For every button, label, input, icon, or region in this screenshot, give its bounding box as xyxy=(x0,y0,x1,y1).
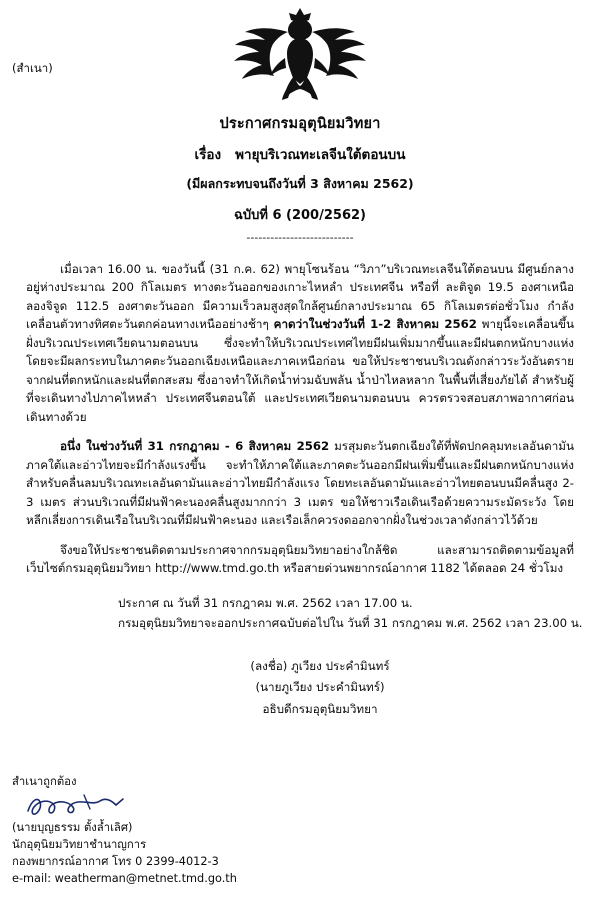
paragraph-3 xyxy=(26,541,574,578)
divider: --------------------------- xyxy=(246,231,354,244)
subject-text: พายุบริเวณทะเลจีนใต้ตอนบน xyxy=(235,147,406,163)
certifier-position: นักอุตุนิยมวิทยาชำนาญการ xyxy=(12,838,147,852)
paragraph-1-part-2: พายุนี้จะเคลื่อนขึ้นฝั่งบริเวณประเทศเวียดนามตอนบน ซึ่งจะทำให้บริเวณประเทศไทยมีฝนเพิ่มมากขึ้นและมีฝนตกหนักบางแห่ง โดยจะมีผลกระทบในภาคตะวันออกเฉียงเหนือและภาคเหนือก่อน ขอให้ประชาชนบริเวณดังกล่าวระวังอันตรายจากฝนที่ตกหนักและฝนที่ตกสะสม ซึ่งอาจทำให้เกิดน้ำท่วมฉับพลัน น้ำป่าไหลหลาก ในพื้นที่เสี่ยงภัยได้ สำหรับผู้ที่จะเดินทางไปภาคไหหลำ ประเทศจีนตอนใต้ และประเทศเวียดนามตอนบน ควรตรวจสอบสภาพอากาศก่อนเดินทางด้วย xyxy=(26,317,574,424)
subject-label: เรื่อง xyxy=(194,147,222,163)
effective-note: (มีผลกระทบจนถึงวันที่ 3 สิงหาคม 2562) xyxy=(186,176,414,191)
paragraph-1-part-1: เมื่อเวลา 16.00 น. ของวันนี้ (31 ก.ค. 62) พายุโซนร้อน “วิภา”บริเวณทะเลจีนใต้ตอนบน มีศูนย์กลางอยู่ห่างประมาณ 200 กิโลเมตร ทางตะวันออกของเกาะไหหลำ ประเทศจีน หรือที่ ละติจูด 19.5 องศาเหนือ ลองจิจูด 112.5 องศาตะวันออก มีความเร็วลมสูงสุดใกล้ศูนย์กลางประมาณ 65 กิโลเมตรต่อชั่วโมง กำลังเคลื่อนตัวทางทิศตะวันตกค่อนทางเหนืออย่างช้าๆ xyxy=(26,262,574,332)
signer-name: (นายภูเวียง ประคำมินทร์) xyxy=(255,680,385,695)
certifier-office: กองพยากรณ์อากาศ โทร 0 2399-4012-3 xyxy=(12,855,219,869)
subject-line xyxy=(0,143,600,165)
handwritten-signature-icon xyxy=(24,793,134,819)
notice-next-issue: กรมอุตุนิยมวิทยาจะออกประกาศฉบับต่อไปใน วันที่ 31 กรกฎาคม พ.ศ. 2562 เวลา 23.00 น. xyxy=(118,616,583,631)
signer-position: อธิบดีกรมอุตุนิยมวิทยา xyxy=(262,701,378,716)
paragraph-2-text: มรสุมตะวันตกเฉียงใต้ที่พัดปกคลุมทะเลอันดามัน ภาคใต้และอ่าวไทยจะมีกำลังแรงขึ้น จะทำให้ภาคใต้และภาคตะวันออกมีฝนเพิ่มขึ้นและมีฝนตกหนักบางแห่ง สำหรับคลื่นลมบริเวณทะเลอันดามันและอ่าวไทยมีกำลังแรง โดยทะเลอันดามันและอ่าวไทยตอนบนมีคลื่นสูง 2-3 เมตร ส่วนบริเวณที่มีฝนฟ้าคะนองคลื่นสูงมากกว่า 3 เมตร ขอให้ชาวเรือเดินเรือด้วยความระมัดระวัง โดยหลีกเลี่ยงการเดินเรือในบริเวณที่มีฝนฟ้าคะนอง และเรือเล็กควรงดออกจากฝั่งในช่วงเวลาดังกล่าวไว้ด้วย xyxy=(26,439,574,528)
document-body xyxy=(0,260,600,578)
signature-block xyxy=(0,656,600,721)
paragraph-2-period-bold: อนึ่ง ในช่วงวันที่ 31 กรกฎาคม - 6 สิงหาคม 2562 xyxy=(60,439,330,454)
certification-block xyxy=(12,774,237,888)
paragraph-1 xyxy=(26,260,574,426)
paragraph-3-text: จึงขอให้ประชาชนติดตามประกาศจากกรมอุตุนิยมวิทยาอย่างใกล้ชิด และสามารถติดตามข้อมูลที่เว็บไซต์กรมอุตุนิยมวิทยา http://www.tmd.go.th หรือสายด่วนพยากรณ์อากาศ 1182 ได้ตลอด 24 ชั่วโมง xyxy=(26,542,574,576)
certifier-email: e-mail: weatherman@metnet.tmd.go.th xyxy=(12,872,237,886)
issue-number: ฉบับที่ 6 (200/2562) xyxy=(234,208,366,223)
copy-mark: (สำเนา) xyxy=(12,61,53,75)
notice-issued-at: ประกาศ ณ วันที่ 31 กรกฎาคม พ.ศ. 2562 เวลา 17.00 น. xyxy=(118,595,413,610)
paragraph-2 xyxy=(26,437,574,529)
certified-label: สำเนาถูกต้อง xyxy=(12,775,77,789)
certifier-name: (นายบุญธรรม ตั้งล้ำเลิศ) xyxy=(12,821,133,835)
paragraph-1-forecast-bold: คาดว่าในช่วงวันที่ 1-2 สิงหาคม 2562 xyxy=(273,317,477,332)
page-title: ประกาศกรมอุตุนิยมวิทยา xyxy=(219,116,381,132)
notice-block xyxy=(0,593,600,634)
signature-line: (ลงชื่อ) ภูเวียง ประคำมินทร์ xyxy=(250,658,390,673)
garuda-emblem-icon xyxy=(0,6,600,102)
